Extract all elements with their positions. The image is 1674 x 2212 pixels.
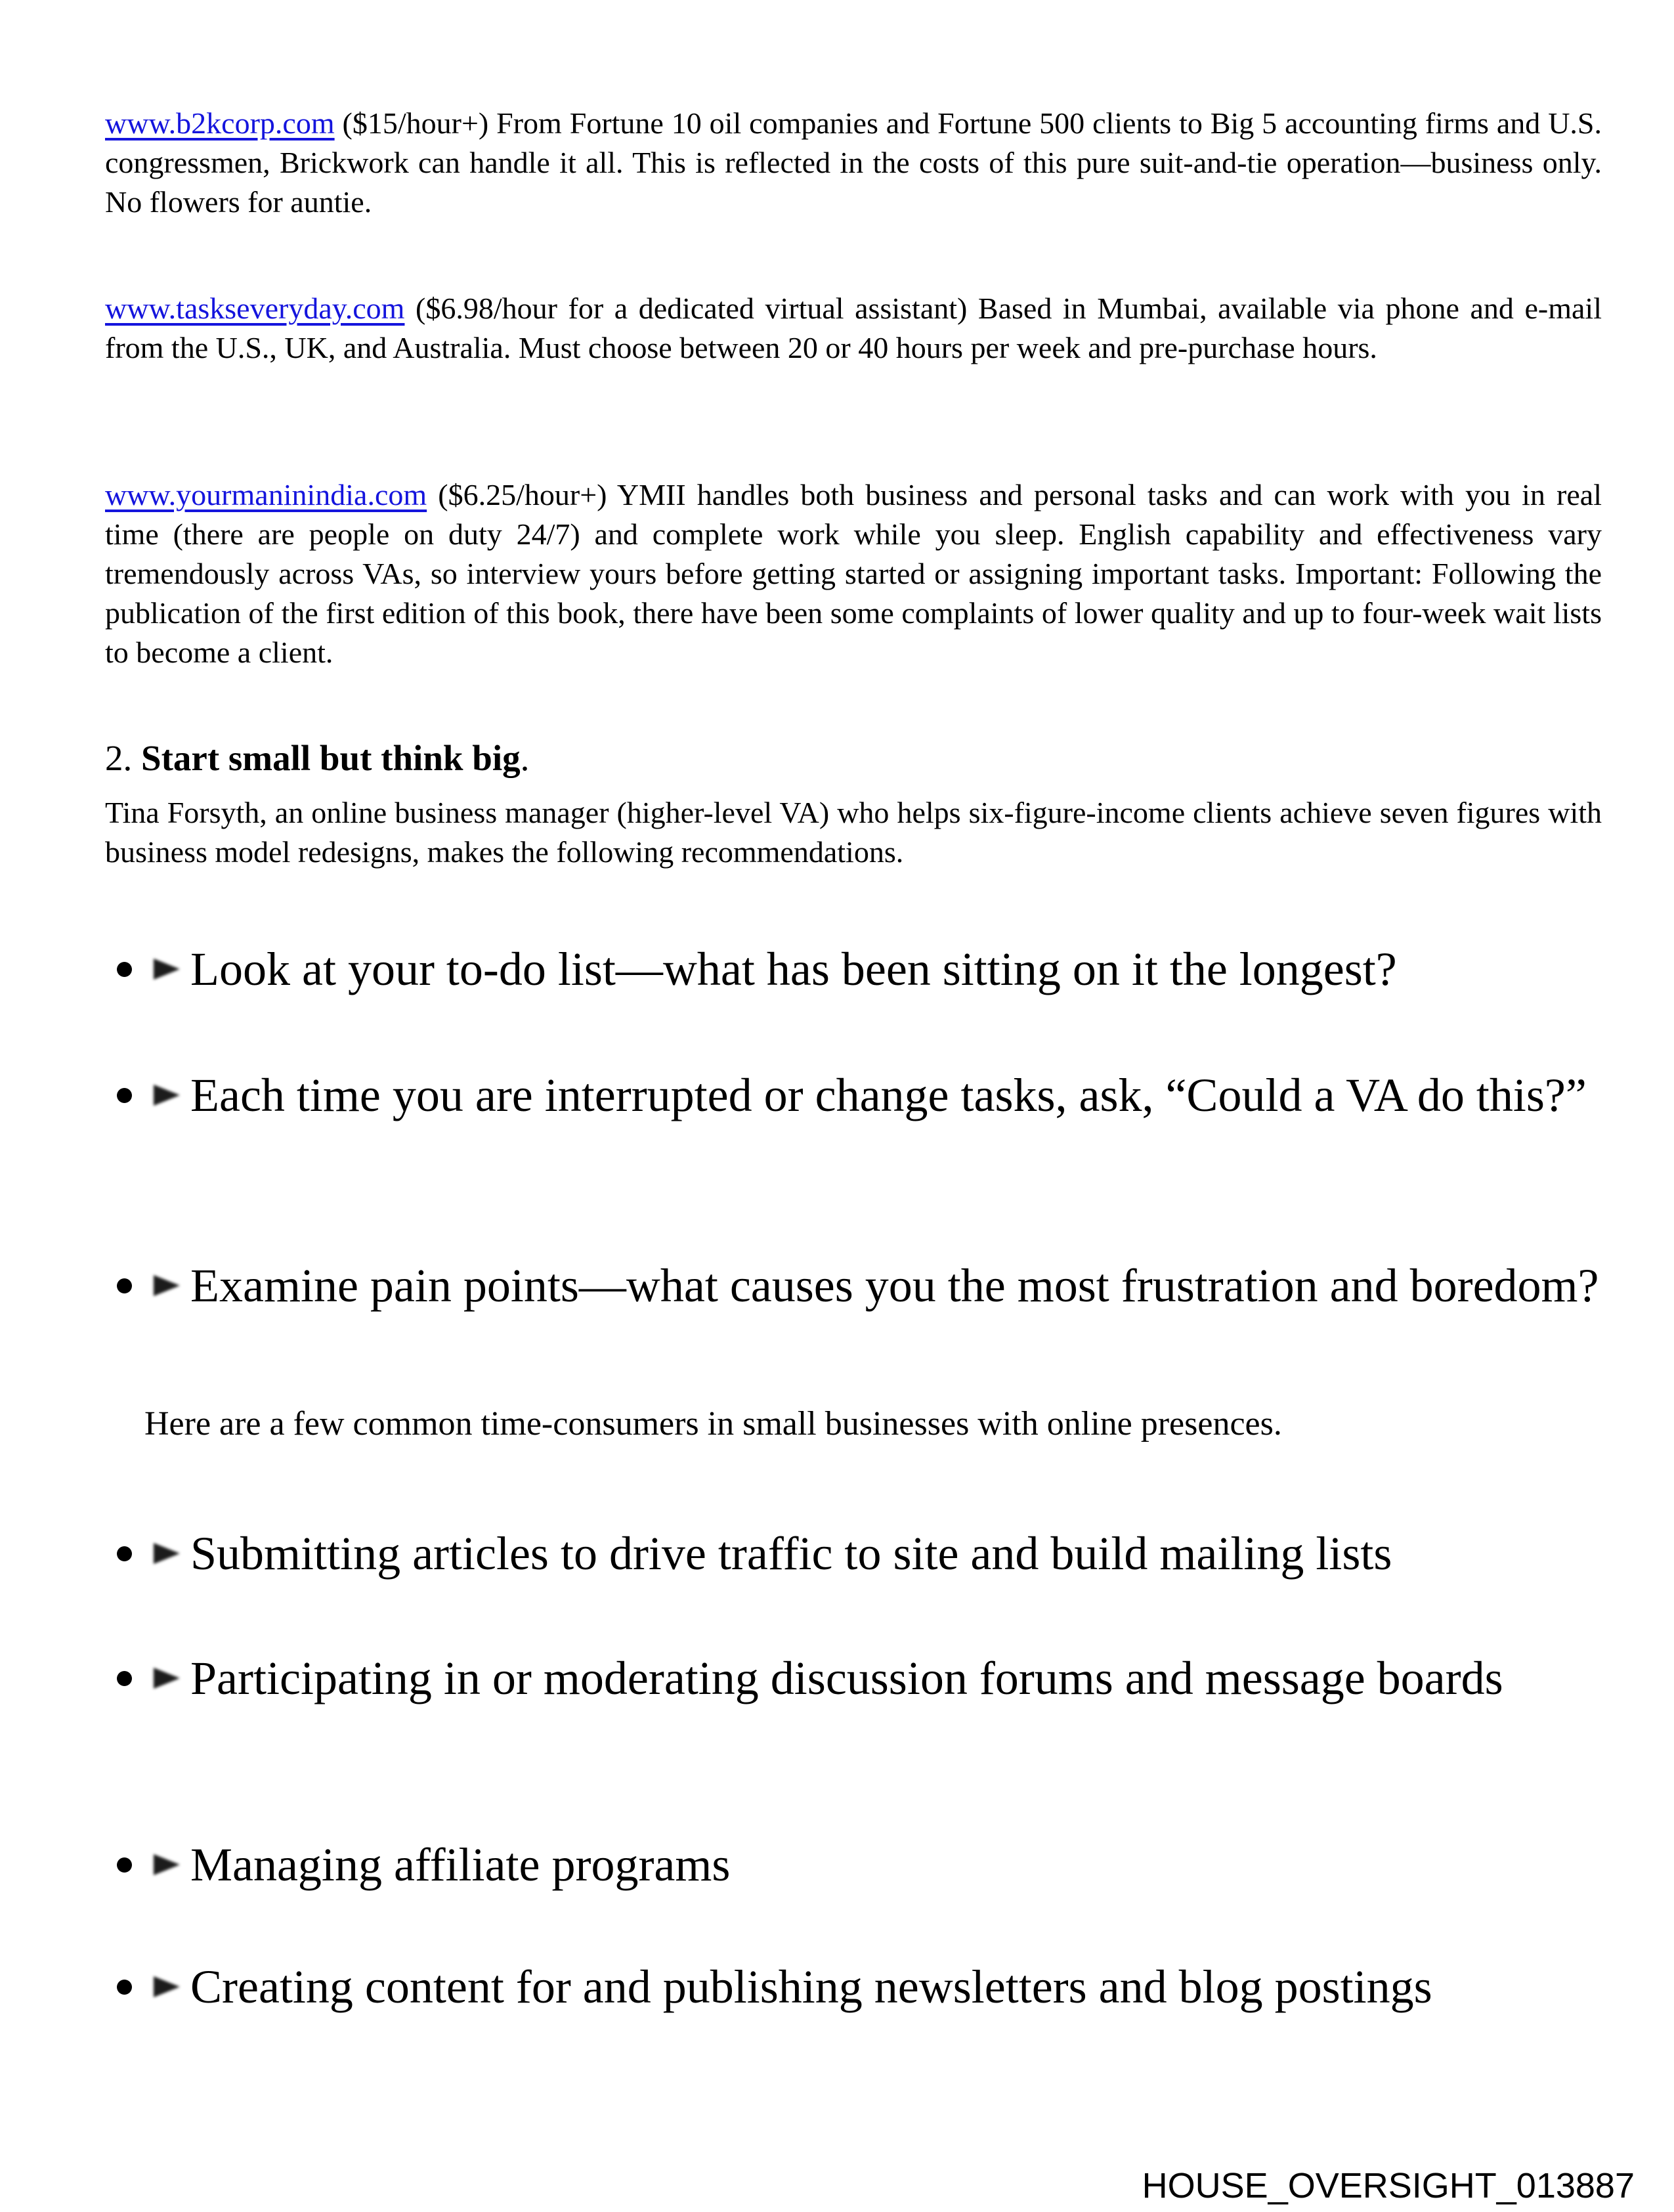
paragraph-b2kcorp	[105, 104, 1602, 222]
arrow-right-icon	[154, 1275, 180, 1296]
list-item-text: Submitting articles to drive traffic to site and build mailing lists	[190, 1527, 1392, 1580]
section-heading-number: 2.	[105, 738, 133, 778]
paragraph-yourmaninindia	[105, 475, 1602, 672]
paragraph-taskseveryday	[105, 289, 1602, 368]
paragraph-intro-text: Tina Forsyth, an online business manager (higher-level VA) who helps six-figure-income clients achieve seven figures with business model redesigns, makes the following recommendations.	[105, 796, 1602, 869]
list-item-text: Managing affiliate programs	[190, 1838, 731, 1891]
bullet-dot-icon	[117, 1546, 132, 1561]
list-item-time-consumer-4	[105, 1955, 1628, 2018]
arrow-right-icon	[154, 959, 180, 980]
arrow-right-icon	[154, 1543, 180, 1564]
list-item-text: Participating in or moderating discussion forums and message boards	[190, 1652, 1503, 1704]
bullet-dot-icon	[117, 1671, 132, 1686]
arrow-right-icon	[154, 1085, 180, 1106]
paragraph-intro	[105, 793, 1602, 872]
section-heading-suffix: .	[520, 738, 530, 778]
arrow-right-icon	[154, 1854, 180, 1875]
list-item-time-consumer-2	[105, 1647, 1628, 1710]
list-item-text: Look at your to-do list—what has been sitting on it the longest?	[190, 943, 1397, 995]
bullet-dot-icon	[117, 1278, 132, 1293]
list-item-time-consumer-1	[105, 1522, 1628, 1585]
bates-number	[105, 2165, 1635, 2206]
bates-number-text: HOUSE_OVERSIGHT_013887	[1142, 2166, 1635, 2205]
list-item-text: Creating content for and publishing newsletters and blog postings	[190, 1961, 1432, 2013]
link-b2kcorp[interactable]: www.b2kcorp.com	[105, 106, 335, 140]
link-taskseveryday[interactable]: www.taskseveryday.com	[105, 292, 405, 325]
arrow-right-icon	[154, 1976, 180, 1997]
section-heading-text: Start small but think big	[141, 738, 521, 778]
list-item-recommendation-2	[105, 1064, 1628, 1127]
link-yourmaninindia[interactable]: www.yourmaninindia.com	[105, 478, 427, 511]
paragraph-yourmaninindia-text: ($6.25/hour+) YMII handles both business and personal tasks and can work with you in real time (there are people on duty 24/7) and complete work while you sleep. English capability and effectiveness vary tremendously across VAs, so interview yours before getting started or assigning important tasks. Important: Following the publication of the first edition of this book, there have been some complaints of lower quality and up to four-week wait lists to become a client.	[105, 478, 1602, 669]
paragraph-b2kcorp-text: ($15/hour+) From Fortune 10 oil companies and Fortune 500 clients to Big 5 accounting firms and U.S. congressmen, Brickwork can handle it all. This is reflected in the costs of this pure suit-and-tie operation—business only. No flowers for auntie.	[105, 106, 1602, 219]
bullet-dot-icon	[117, 1088, 132, 1103]
list-item-text: Each time you are interrupted or change tasks, ask, “Could a VA do this?”	[190, 1069, 1587, 1121]
bullet-dot-icon	[117, 962, 132, 977]
arrow-right-icon	[154, 1668, 180, 1689]
list-item-recommendation-3	[105, 1254, 1628, 1317]
bullet-dot-icon	[117, 1980, 132, 1995]
bullet-dot-icon	[117, 1857, 132, 1873]
list-item-text: Examine pain points—what causes you the most frustration and boredom?	[190, 1259, 1599, 1312]
section-heading	[105, 737, 1602, 780]
paragraph-taskseveryday-text: ($6.98/hour for a dedicated virtual assistant) Based in Mumbai, available via phone and e-mail from the U.S., UK, and Australia. Must choose between 20 or 40 hours per week and pre-purchase hours.	[105, 292, 1602, 364]
paragraph-transition	[144, 1402, 1608, 1446]
list-item-recommendation-1	[105, 938, 1628, 1001]
paragraph-transition-text: Here are a few common time-consumers in small businesses with online presences.	[144, 1405, 1282, 1442]
list-item-time-consumer-3	[105, 1833, 1628, 1896]
